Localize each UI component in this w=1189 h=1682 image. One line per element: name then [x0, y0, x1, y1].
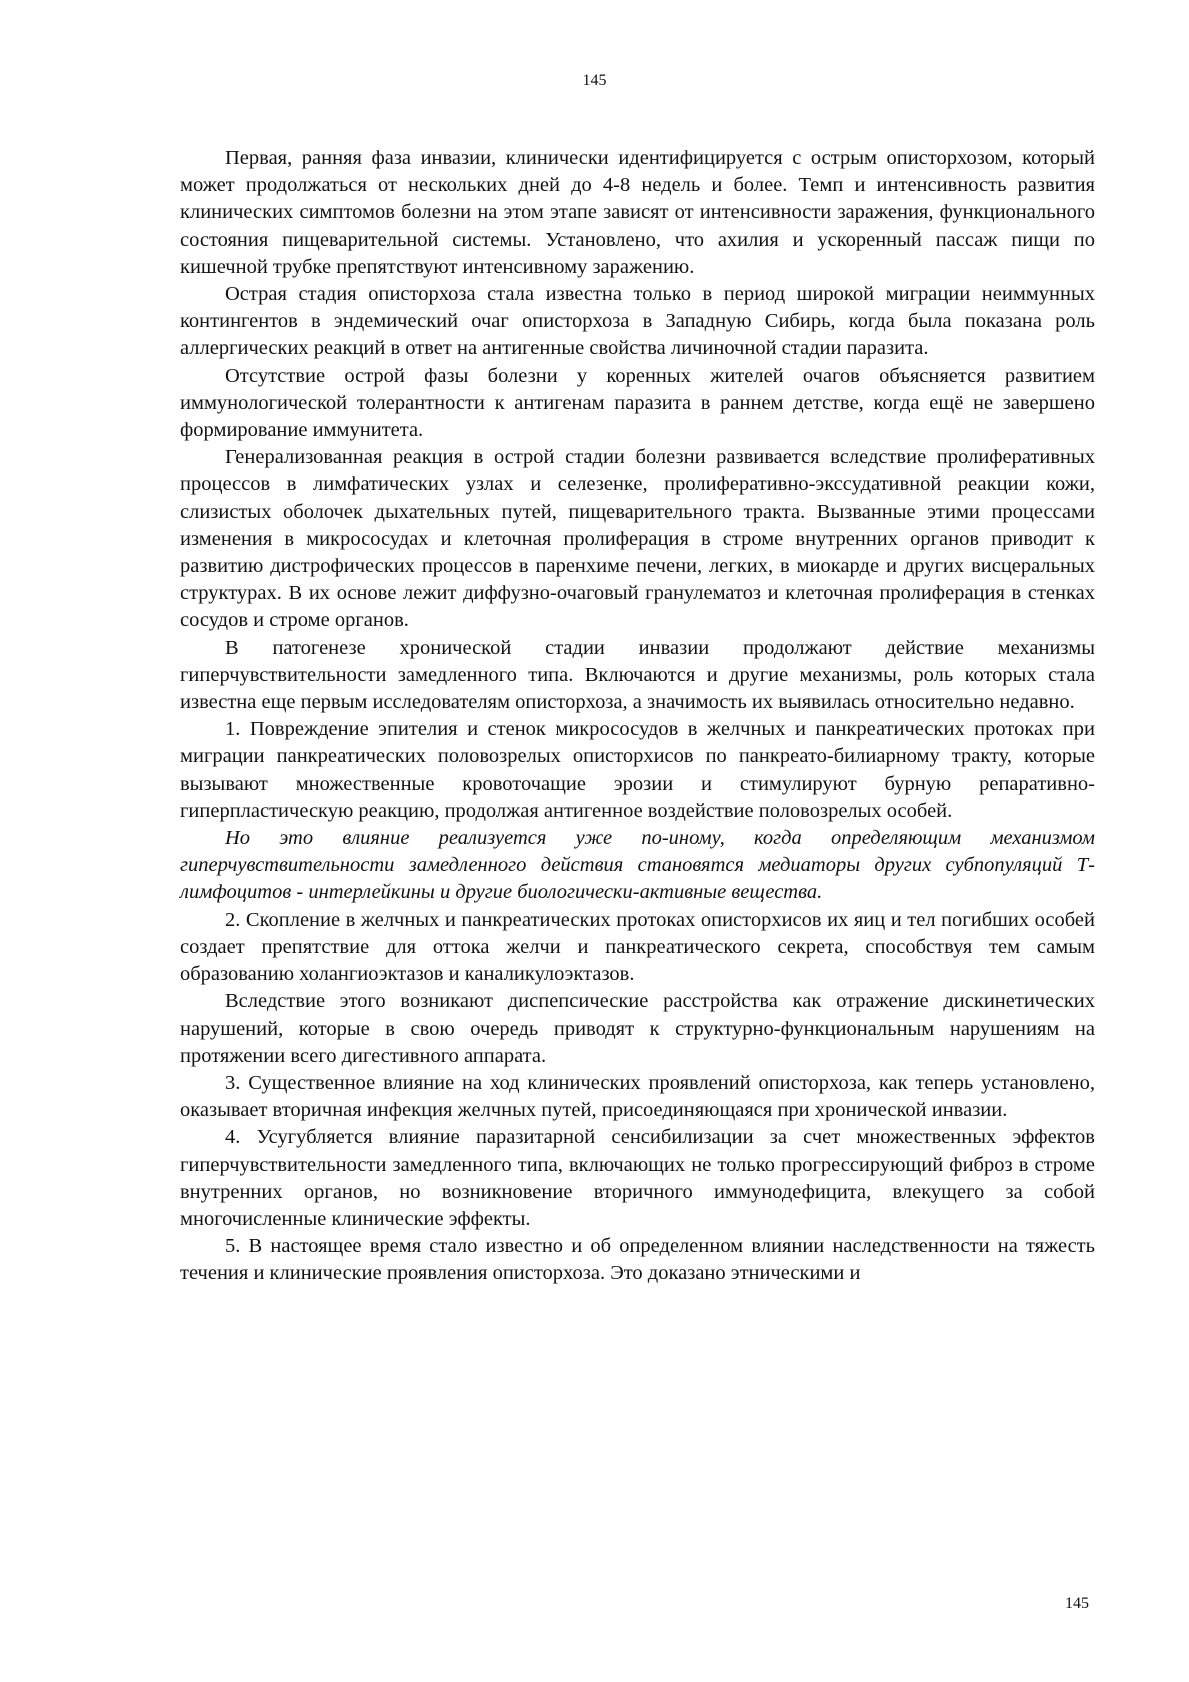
paragraph: Первая, ранняя фаза инвазии, клинически идентифицируется с острым описторхозом, который может продолжаться от нескольких дней до 4-8 недель и более. Темп и интенсивность развития клинических симптомов болезни на этом этапе зависят от интенсивности заражения, функционального состояния пищеварительной системы. Установлено, что ахилия и ускоренный пассаж пищи по кишечной трубке препятствуют интенсивному заражению.	[180, 147, 1095, 278]
paragraph: Генерализованная реакция в острой стадии болезни развивается вследствие пролиферативных процессов в лимфатических узлах и селезенке, пролиферативно-экссудативной реакции кожи, слизистых оболочек дыхательных путей, пищеварительного тракта. Вызванные этими процессами изменения в микрососудах и клеточная пролиферация в строме внутренних органов приводит к развитию дистрофических процессов в паренхиме печени, легких, в миокарде и других висцеральных структурах. В их основе лежит диффузно-очаговый гранулематоз и клеточная пролиферация в стенках сосудов и строме органов.	[180, 446, 1095, 632]
document-body	[180, 145, 1095, 1288]
paragraph: В патогенезе хронической стадии инвазии продолжают действие механизмы гиперчувствительности замедленного типа. Включаются и другие механизмы, роль которых стала известна еще первым исследователям описторхоза, а значимость их выявилась относительно недавно.	[180, 636, 1095, 714]
paragraph: Острая стадия описторхоза стала известна только в период широкой миграции неиммунных контингентов в эндемический очаг описторхоза в Западную Сибирь, когда была показана роль аллергических реакций в ответ на антигенные свойства личиночной стадии паразита.	[180, 283, 1095, 360]
paragraph: 1. Повреждение эпителия и стенок микрососудов в желчных и панкреатических протоках при миграции панкреатических половозрелых описторхисов по панкреато-билиарному тракту, которые вызывают множественные кровоточащие эрозии и стимулируют бурную репаративно-гиперпластическую реакцию, продолжая антигенное воздействие половозрелых особей.	[180, 718, 1095, 822]
paragraph: 5. В настоящее время стало известно и об определенном влиянии наследственности на тяжесть течения и клинические проявления описторхоза. Это доказано этническими и	[180, 1235, 1095, 1285]
page-number-bottom: 145	[1065, 1595, 1089, 1612]
paragraph: 3. Существенное влияние на ход клинических проявлений описторхоза, как теперь установлено, оказывает вторичная инфекция желчных путей, присоединяющаяся при хронической инвазии.	[180, 1071, 1095, 1122]
paragraph: 2. Скопление в желчных и панкреатических протоках описторхисов их яиц и тел погибших особей создает препятствие для оттока желчи и панкреатического секрета, способствуя тем самым образованию холангиоэктазов и каналикулоэктазов.	[180, 908, 1095, 986]
paragraph: 4. Усугубляется влияние паразитарной сенсибилизации за счет множественных эффектов гиперчувствительности замедленного типа, включающих не только прогрессирующий фиброз в строме внутренних органов, но возникновение вторичного иммунодефицита, влекущего за собой многочисленные клинические эффекты.	[180, 1126, 1095, 1230]
page-number-top: 145	[582, 72, 607, 89]
paragraph: Вследствие этого возникают диспепсические расстройства как отражение дискинетических нарушений, которые в свою очередь приводят к структурно-функциональным нарушениям на протяжении всего дигестивного аппарата.	[180, 990, 1095, 1067]
paragraph: Отсутствие острой фазы болезни у коренных жителей очагов объясняется развитием иммунологической толерантности к антигенам паразита в раннем детстве, когда ещё не завершено формирование иммунитета.	[180, 364, 1095, 442]
italic-paragraph: Но это влияние реализуется уже по-иному, когда определяющим механизмом гиперчувствительности замедленного действия становятся медиаторы других субпопуляций Т-лимфоцитов - интерлейкины и другие биологически-активные вещества.	[180, 827, 1095, 904]
